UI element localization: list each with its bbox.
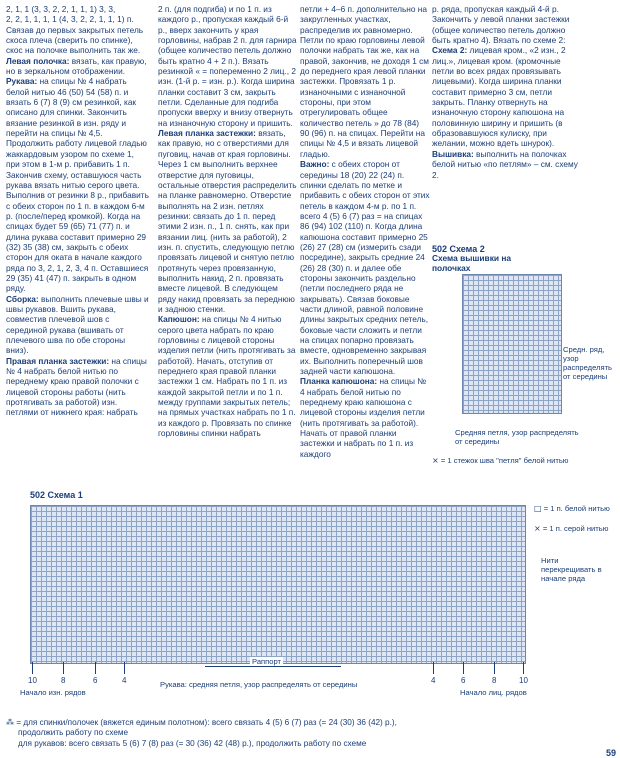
start-back-rows: Начало изн. рядов	[20, 688, 86, 697]
tick-label: 10	[28, 676, 37, 685]
schema1-side-note: Нити перекрещивать в начале ряда	[541, 556, 602, 583]
section-heading: Капюшон:	[158, 314, 200, 325]
paragraph	[6, 14, 149, 24]
paragraph-text: вязать, как правую, но в зеркальном отображении.	[6, 55, 147, 77]
schema2-legend-text: = 1 стежок шва "петля" белой нитью	[440, 456, 569, 465]
paragraph-text: с обеих сторон от середины 18 (20) 22 (24) п. спинки сделать по метке и прибавить с обеих сторон от этих петель в каждом 4-м р. по 1 п. всего 4 (5) 6 (7) раз = на спицах 86 (94) 102 (110) п. Когда длина капюшона составит примерно 25 (26) 27 (28) см (измерить сзади посредине), закрыть средние 24 (26) 28 (30) п. и далее обе стороны закончить раздельно (петли последнего ряда не закрывать). Связав боковые части длиной, равной половине длины закрытых средних петель, боковые части сложить и петли на спицах попарно провязать вместе, одновременно закрывая их. Выполнить поперечный шов задней части капюшона.	[300, 159, 430, 377]
section-heading: Важно:	[300, 159, 330, 170]
schema1-legend-white	[534, 504, 610, 513]
text-column-3	[300, 4, 430, 459]
text-column-1	[6, 4, 149, 418]
paragraph	[6, 76, 149, 293]
legend-white-text: = 1 п. белой нитью	[543, 504, 610, 513]
paragraph-text: на спицы № 4 нитью серого цвета набрать по краю горловины с лицевой стороны изделия петли (нить протягивать за работой). Начать, отступив от переднего края правой планки застежки 1 см. Набрать по 1 п. из каждой закрытой петли и по 1 п. между группами закрытых петель; на прямых участках набрать по 1 п. из каждого р. Провязать по спинке горловины спинки набрать	[158, 314, 296, 439]
tick-label: 8	[61, 676, 66, 685]
tick-label: 4	[122, 676, 127, 685]
paragraph-text: на спицы № 4 набрать белой нитью по переднему краю правой полочки с лицевой стороны работы (нить протягивать за работой) изн. петлями от нижнего края: набрать	[6, 355, 147, 418]
paragraph	[6, 294, 149, 356]
paragraph	[432, 149, 582, 180]
text-column-4	[432, 4, 582, 180]
tick-label: 4	[431, 676, 436, 685]
paragraph-text: петли + 4–6 п. дополнительно на закругленных участках, распределив их равномерно. Петли по краю горловины левой полочки набрать так же, как на правой, закончив, не доходя 1 см до переднего края левой планки застежки. Провязать 1 р. изнаночными с изнаночной стороны, при этом отрегулировать общее количество петель » до 78 (84) 90 (96) п. на спицах. Перейти на спицы № 4,5 и вязать лицевой гладью.	[300, 4, 429, 159]
schema2-title: 502 Схема 2	[432, 244, 485, 254]
footnote-line-2: продолжить работу по схеме	[18, 728, 129, 738]
schema1-grid	[30, 505, 526, 664]
text-column-2	[158, 4, 297, 438]
section-heading: Вышивка:	[432, 148, 474, 159]
schema2-grid	[462, 274, 562, 414]
section-heading: Сборка:	[6, 293, 39, 304]
schema1-legend-gray	[534, 524, 608, 533]
paragraph	[300, 376, 430, 459]
sleeve-label: Рукава: средняя петля, узор распределять от середины	[160, 680, 358, 689]
paragraph-text: лицевая кром., «2 изн., 2 лиц.», лицевая кром. (кромочные петли во всех рядах провязывать лицевыми). Когда ширина планки составит примерно 3 см, петли закрыть. Планку отвернуть на изнаночную сторону капюшона на половинную ширину и пришить (в образовавшуюся кулиску, при желании, можно вдеть шнурок).	[432, 45, 566, 149]
paragraph	[158, 314, 297, 438]
cross-icon: ×	[534, 524, 541, 533]
schema2-legend	[432, 456, 568, 465]
schema2-subtitle: Схема вышивки на полочках	[432, 253, 512, 273]
legend-gray-text: = 1 п. серой нитью	[542, 524, 609, 533]
section-heading: Левая полочка:	[6, 55, 70, 66]
paragraph	[6, 25, 149, 56]
tick-label: 8	[492, 676, 497, 685]
paragraph	[432, 4, 582, 45]
footnote-line-1: = для спинки/полочек (вяжется единым полотном): всего связать 4 (5) 6 (7) раз (= 24 (30) 36 (42) р.),	[16, 718, 397, 727]
paragraph-text: 2, 2, 1, 1, 1, 1 (4, 3, 2, 2, 1, 1, 1) п.	[6, 14, 134, 25]
start-front-rows: Начало лиц. рядов	[460, 688, 527, 697]
paragraph-text: выполнить плечевые швы и швы рукавов. Вшить рукава, совместив плечевой шов с серединой рукава (вшивать от плечевого шва по обе стороны вниз).	[6, 293, 149, 356]
repeat-bracket	[205, 666, 341, 667]
paragraph-text: Связав до первых закрытых петель скоса плеча (сверить по спинке), скос на полочке выполнить так же.	[6, 24, 144, 56]
repeat-label: Раппорт	[252, 657, 282, 666]
section-heading: Левая планка застежки:	[158, 128, 256, 139]
page-number: 59	[605, 748, 616, 758]
paragraph-text: р. ряда, пропуская каждый 4-й р. Закончить у левой планки застежки (общее количество петель должно быть кратно 4). Вязать по схеме 2:	[432, 4, 570, 46]
paragraph-text: 2, 1, 1 (3, 3, 2, 2, 1, 1, 1) 3, 3,	[6, 4, 116, 14]
section-heading: Планка капюшона:	[300, 376, 378, 387]
footnote	[6, 718, 616, 749]
paragraph-text: на спицы № 4 набрать белой нитью по переднему краю капюшона с лицевой стороны изделия петли (нить протягивать за работой). Начать от правой планки застежки и набрать по 1 п. из каждого	[300, 376, 427, 459]
paragraph	[158, 4, 297, 128]
paragraph	[6, 356, 149, 418]
asterism-icon: ⁂	[6, 718, 14, 727]
footnote-line-3: для рукавов: всего связать 5 (6) 7 (8) раз (= 30 (36) 42 (48) р.), продолжить работу по схеме	[18, 738, 367, 748]
schema2-side-label: Средн. ряд, узор распределять от середины	[563, 345, 613, 381]
section-heading: Правая планка застежки:	[6, 355, 110, 366]
schema1-title: 502 Схема 1	[30, 490, 83, 500]
paragraph-text: вязать, как правую, но с отверстиями для пуговиц, начав от края горловины. Через 1 см выполнить верхнее отверстие для пуговицы, остальные отверстия распределить на планке равномерно. Отверстие выполнять на 2 изн. петлях резинки: связать до 1 п. перед этими 2 изн. п., 1 п. снять, как при вязании лиц. (нить за работой), 2 изн. п. спустить, следующую петлю провязать лицевой и снятую петлю протянуть через провязанную, выполнить накид, 2 п. провязать вместе лицевой. В следующем ряду накид провязать за переднюю и заднюю стенки.	[158, 128, 297, 314]
section-heading: Рукава:	[6, 76, 38, 87]
paragraph-text: выполнить на полочках белой нитью «по петлям» – см. схему 2.	[432, 148, 578, 180]
paragraph	[158, 128, 297, 314]
tick-label: 6	[461, 676, 466, 685]
section-heading: Схема 2:	[432, 45, 468, 56]
paragraph	[300, 159, 430, 376]
tick-label: 10	[519, 676, 528, 685]
paragraph-text: 2 п. (для подгиба) и по 1 п. из каждого р., пропуская каждый 6-й р., вверх закончить у края горловины, набрав 2 п. для гарнира (общее количество петель должно быть кратно 4 + 2 п.). Вязать резинкой « = попеременно 2 лиц., 2 изн. (1-й р. = изн. р.). Когда ширина планки составит 3 см, закрыть петли. Сделанные для подгиба пропуски вверху и внизу отвернуть на изнаночную сторону и пришить.	[158, 4, 297, 128]
paragraph	[6, 4, 149, 14]
paragraph	[6, 56, 149, 77]
paragraph	[300, 4, 430, 159]
paragraph-text: на спицы № 4 набрать белой нитью 46 (50) 54 (58) п. и вязать 6 (7) 8 (9) см резинкой, как описано для спинки. Закончить вязание резинкой в изн. ряду и перейти на спицы № 4,5. Продолжить работу лицевой гладью жаккардовым узором по схеме 1, при этом в 1-м р. прибавить 1 п. Закончив схему, оставшуюся часть рукава вязать нитью серого цвета. Выполнив от резинки 8 р., прибавить с обеих сторон по 1 п. в каждом 6-м р. (после/перед кромкой). Когда на спицах будет 59 (65) 71 (77) п. и длина рукава составит примерно 29 (32) 35 (38) см, закрыть с обеих сторон для оката в начале каждого ряда по 3, 2, 1, 2, 3, 4 п. Оставшиеся 29 (35) 41 (47) п. закрыть в одном ряду.	[6, 76, 149, 294]
paragraph	[432, 45, 582, 148]
cross-stitch-icon: ×	[432, 456, 439, 465]
tick-label: 6	[93, 676, 98, 685]
schema2-bottom-label: Средняя петля, узор распределять от середины	[455, 428, 579, 446]
white-square-icon: □	[534, 504, 542, 513]
